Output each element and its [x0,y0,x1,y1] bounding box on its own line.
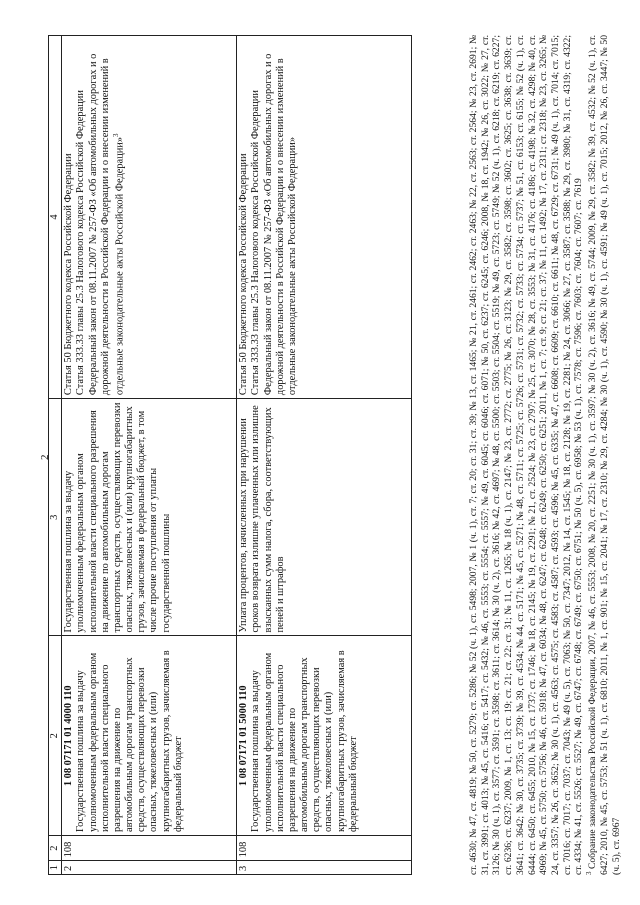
legal-basis-cell [62,36,237,399]
legal-basis: Статья 50 Бюджетного кодекса Российской Федерации Статья 333.33 главы 25.3 Налогового кодекса Российской Федерации Федеральный закон от 08.11.2007 № 257-ФЗ «Об автомобильных дорогах и о дорожной деятельности в Российской Федерации и о внесении изменений в отдельные законодательные акты Российской Федерации» [238,53,298,396]
row-number: 3 [237,861,412,875]
revenue-codes-table [48,35,412,875]
legal-basis: Статья 50 Бюджетного кодекса Российской Федерации Статья 333.33 главы 25.3 Налогового кодекса Российской Федерации Федеральный закон от 08.11.2007 № 257-ФЗ «Об автомобильных дорогах и о дорожной деятельности в Российской Федерации и о внесении изменений в отдельные законодательные акты Российской Федерации» [63,53,126,396]
revenue-code-cell [237,636,412,835]
header-cell: 4 [49,36,62,399]
footnote-3 [585,35,622,875]
table-row [237,36,412,875]
footnote-marker: 3 [585,871,594,875]
rotated-page-content [48,35,638,875]
header-cell: 2 [49,835,62,860]
revenue-code-name: Государственная пошлина за выдачу уполномоченным федеральным органом исполнительной власти специального разрешения на движение по автомобильным дорогам транспортных средств, осуществляющих перевозки опасных, тяжеловесных и (или) крупногабаритных грузов, зачисляемая в федеральный бюджет [75,650,184,832]
header-cell: 2 [49,636,62,835]
revenue-code-name: Государственная пошлина за выдачу уполномоченным федеральным органом исполнительной власти специального разрешения на движение по автомобильным дорогам транспортных средств, осуществляющих перевозки опасных, тяжеловесных и (или) крупногабаритных грузов, зачисляемая в федеральный бюджет [250,650,359,832]
header-cell: 3 [49,399,62,636]
admin-code: 108 [237,835,412,860]
page-number: 2 [39,454,51,460]
footnotes [468,35,622,875]
revenue-code: 1 08 07171 01 5000 110 [238,685,250,787]
admin-code: 108 [62,835,237,860]
footnote-ref: 3 [111,133,120,137]
table-header-row [49,36,62,875]
header-cell: 1 [49,861,62,875]
row-number: 2 [62,861,237,875]
revenue-code-cell [62,636,237,835]
footnote-continued: ст. 4630; № 47, ст. 4819; № 50, ст. 5279; ст. 5286; № 52 (ч. 1), ст. 5498; 2007, № 1 (ч. 1), ст. 7; ст. 20; ст. 31; ст. 39; № 13, ст. 1465; № 21, ст. 2461; ст. 2462; ст. 2463; № 22, ст. 2563; ст. 2564; № 23, ст. 2691; № 31, ст. 3991; ст. 4013; № 45, ст. 5416; ст. 5417; ст. 5432; № 46, ст. 5553; ст. 5554; ст. 5557; № 49, ст. 6045; ст. 6046; ст. 6071; № 50, ст. 6237; ст. 6245; ст. 6246; 2008, № 18, ст. 1942; № 26, ст. 3022; № 27, ст. 3126; № 30 (ч. 1), ст. 3577; ст. 3591; ст. 3598; ст. 3611; ст. 3614; № 30 (ч. 2), ст. 3616; № 42, ст. 4697; № 48, ст. 5500; ст. 5503; ст. 5504; ст. 5519; № 49, ст. 5723; ст. 5749; № 52 (ч. 1), ст. 6218; ст. 6219; ст. 6227; ст. 6236; ст. 6237; 2009, № 1, ст. 13; ст. 19; ст. 21; ст. 22; ст. 31; № 11, ст. 1265; № 18 (ч. 1), ст. 2147; № 23, ст. 2772; ст. 2775; № 26, ст. 3123; № 29, ст. 3582; ст. 3598; ст. 3602; ст. 3625; ст. 3638; ст. 3639; ст. 3641; ст. 3642; № 30, ст. 3735; ст. 3739; № 39, ст. 4534; № 44, ст. 5171; № 45, ст. 5271; № 48, ст. 5711; ст. 5725; ст. 5726; ст. 5731; ст. 5732; ст. 5733; ст. 5734; ст. 5737; № 51, ст. 6153; ст. 6155; № 52 (ч. 1), ст. 6444; ст. 6450; ст. 6455; 2010, № 15, ст. 1737; ст. 1746; № 18, ст. 2145; № 19, ст. 2291; № 21, ст. 2524; № 23, ст. 2797; № 25, ст. 3070; № 28, ст. 3553; № 31, ст. 4176; ст. 4186; ст. 4198; № 32, ст. 4298; № 40, ст. 4969; № 45, ст. 5750; ст. 5756; № 46, ст. 5918; № 47, ст. 6034; № 48, ст. 6247; ст. 6248; ст. 6249; ст. 6250; ст. 6251; 2011, № 1, ст. 7; ст. 9; ст. 21; ст. 37; № 11, ст. 1492; № 17, ст. 2311; ст. 2318; № 23, ст. 3265; № 24, ст. 3357; № 26, ст. 3652; № 30 (ч. 1), ст. 4563; ст. 4575; ст. 4583; ст. 4587; ст. 4593; ст. 4596; № 45, ст. 6335; № 47, ст. 6608; ст. 6609; ст. 6610; ст. 6611; № 48, ст. 6729; ст. 6731; № 49 (ч. 1), ст. 7014; ст. 7015; ст. 7016; ст. 7017; ст. 7037; ст. 7043; № 49 (ч. 5), ст. 7063; № 50, ст. 7347; 2012, № 14, ст. 1545; № 18, ст. 2128; № 19, ст. 2281; № 24, ст. 3066; № 27, ст. 3587; ст. 3588; № 29, ст. 3980; № 31, ст. 4319; ст. 4322; ст. 4334; № 41, ст. 5526; ст. 5527; № 49, ст. 6747; ст. 6748; ст. 6749; ст. 6750; ст. 6751; № 50 (ч. 5), ст. 6958; № 53 (ч. 1), ст. 7578; ст. 7596; ст. 7603; ст. 7604; ст. 7607; ст. 7619 [468,35,585,875]
footnote-3-text: Собрание законодательства Российской Федерации, 2007, № 46, ст. 5553; 2008, № 20, ст. 2251; № 30 (ч. 1), ст. 3597; № 30 (ч. 2), ст. 3616; № 49, ст. 5744; 2009, № 29, ст. 3582; № 39, ст. 4532; № 52 (ч. 1), ст. 6427; 2010, № 45, ст. 5753; № 51 (ч. 1), ст. 6810; 2011, № 1, ст. 901; № 15, ст. 2041; № 17, ст. 2310; № 29, ст. 4284; № 30 (ч. 1), ст. 4590; № 30 (ч. 1), ст. 4591; № 49 (ч. 1), ст. 7015; 2012, № 26, ст. 3447; № 50 (ч. 5), ст. 6967 [587,35,622,875]
revenue-description: Уплата процентов, начисленных при нарушении сроков возврата излишне уплаченных или излишне взысканных сумм налога, сбора, соответствующих пеней и штрафов [237,399,412,636]
revenue-description: Государственная пошлина за выдачу уполномоченным федеральным органом исполнительной власти специального разрешения на движение по автомобильным дорогам транспортных средств, осуществляющих перевозки опасных, тяжеловесных и (или) крупногабаритных грузов, зачисляемая в федеральный бюджет, в том числе прочие поступления от уплаты государственной пошлины [62,399,237,636]
revenue-code: 1 08 07171 01 4000 110 [63,685,75,787]
legal-basis-cell [237,36,412,399]
table-row [62,36,237,875]
